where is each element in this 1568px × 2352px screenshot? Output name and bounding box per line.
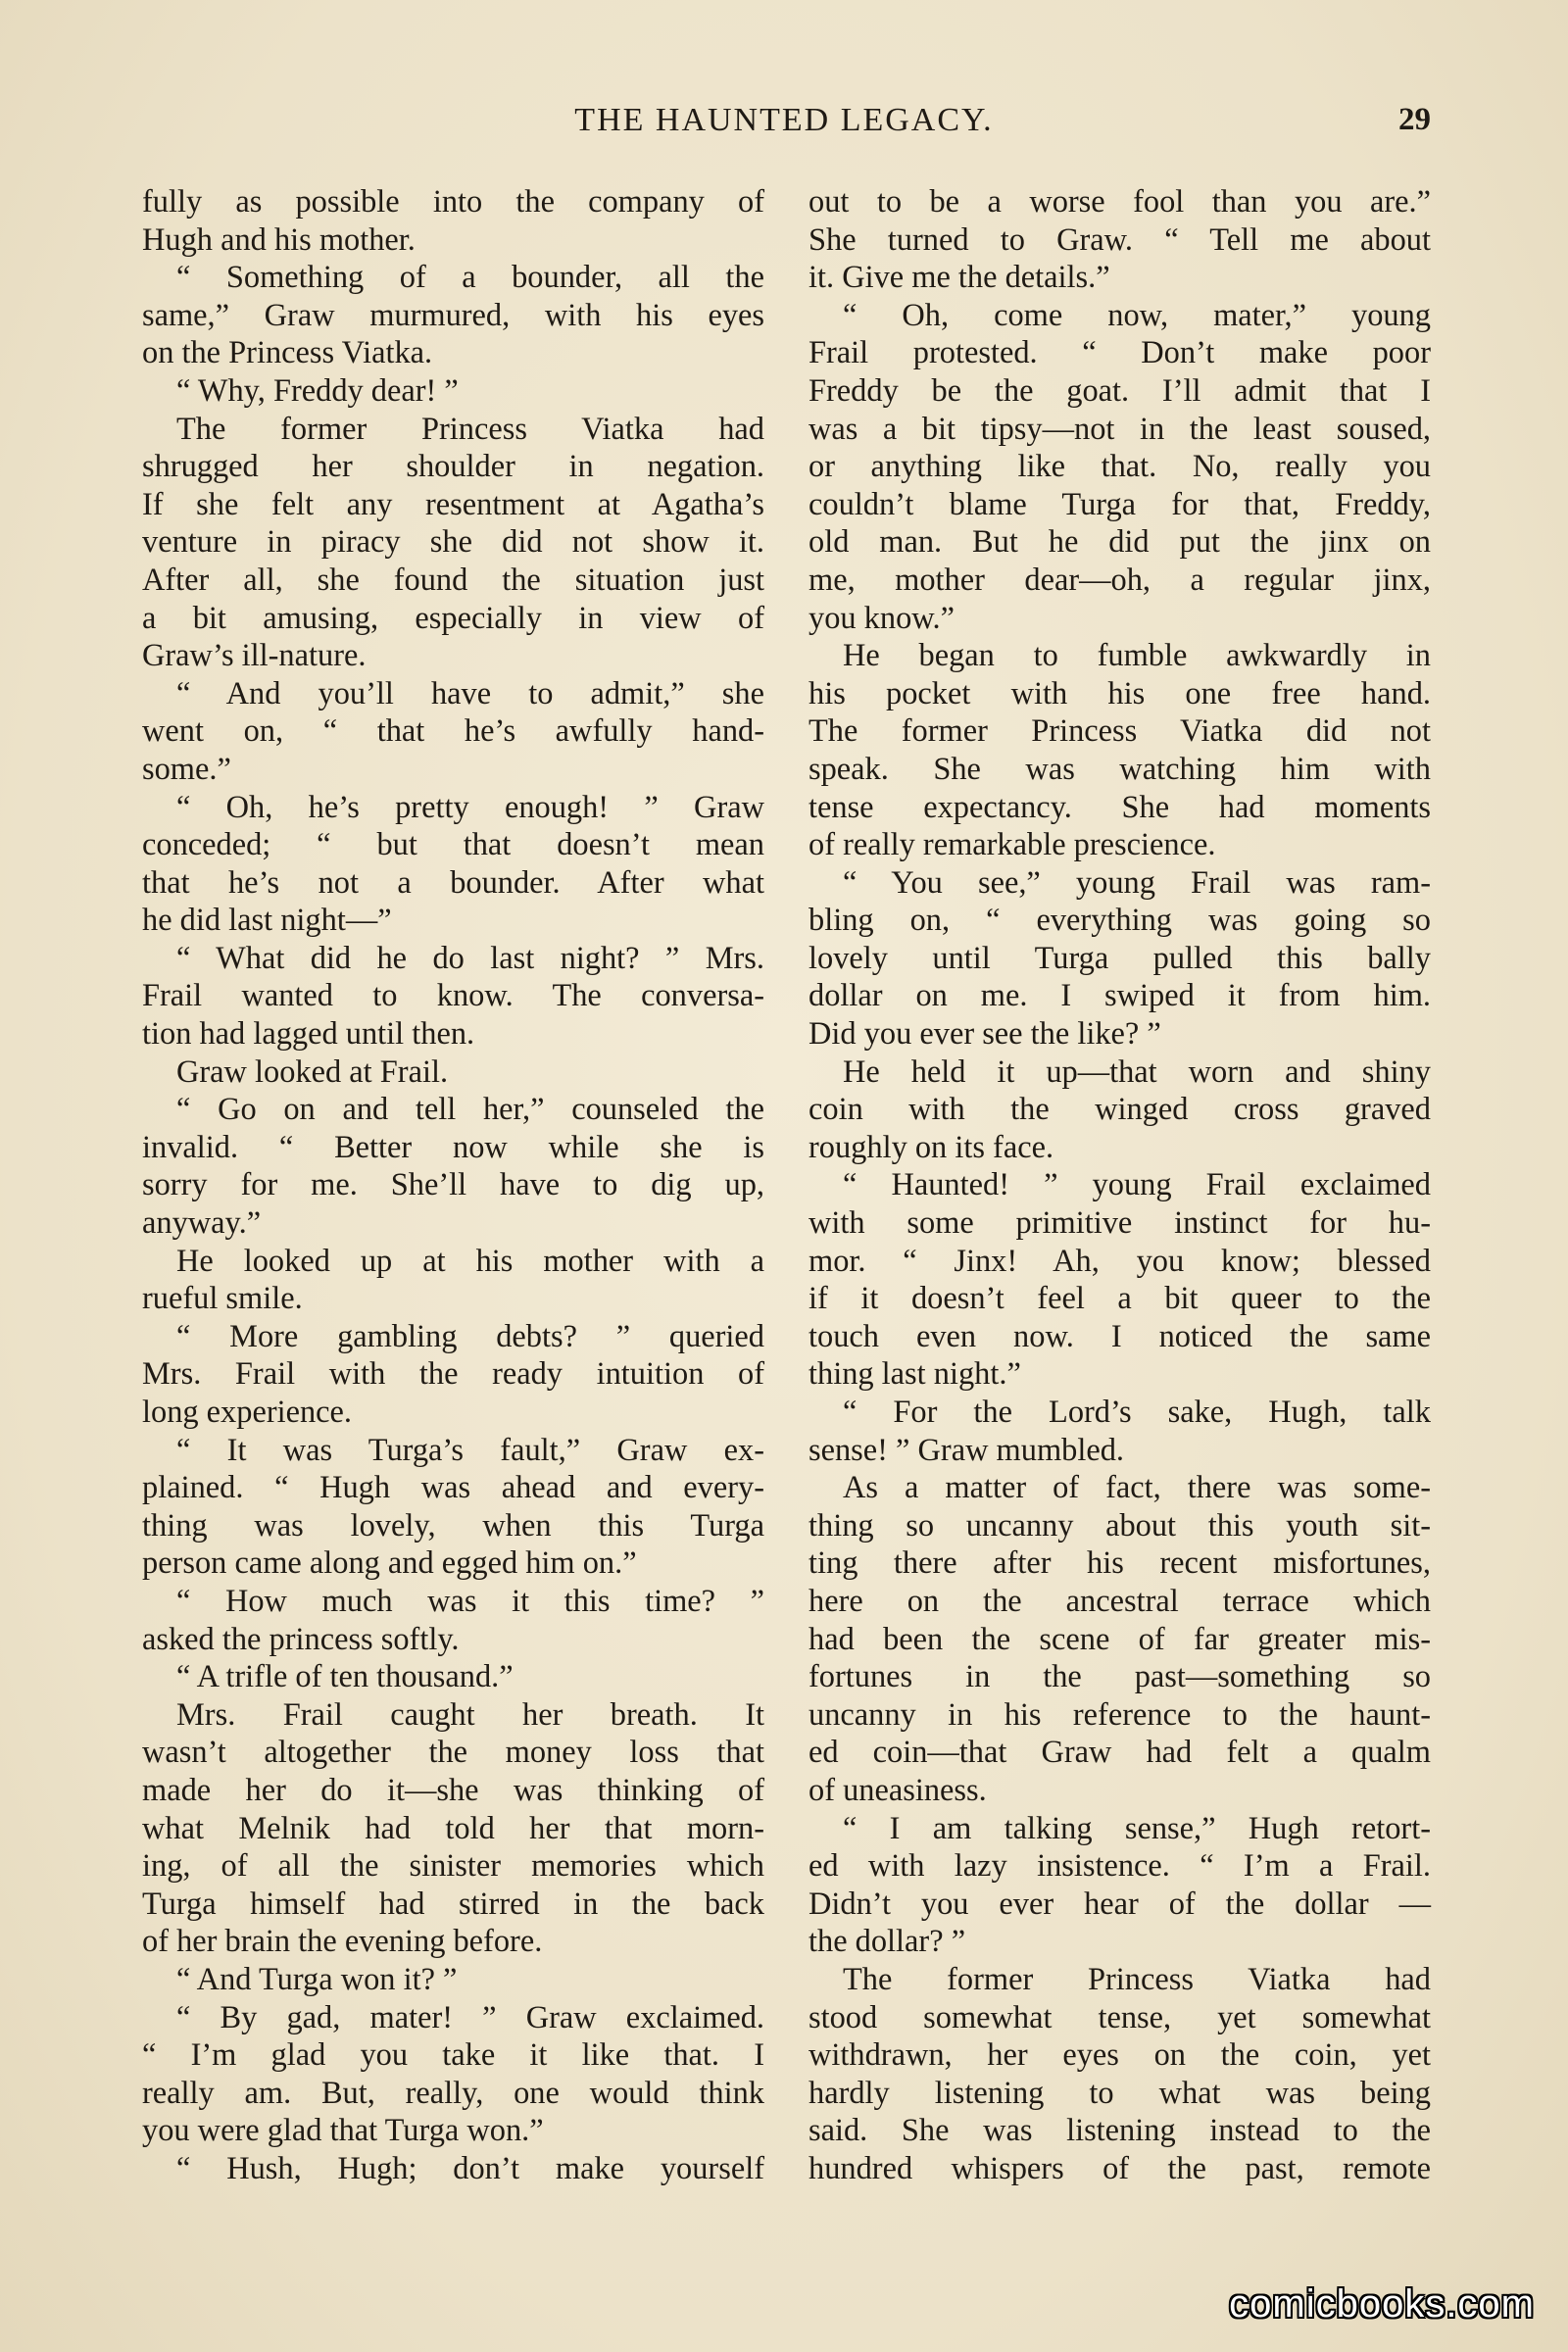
text-line: Frail wanted to know. The conversa- [142, 978, 764, 1014]
text-line: venture in piracy she did not show it. [142, 524, 764, 561]
text-line: rueful smile. [142, 1281, 303, 1317]
text-line: “ By gad, mater! ” Graw exclaimed. [176, 1999, 764, 2035]
text-line: “ It was Turga’s fault,” Graw ex- [176, 1432, 764, 1468]
text-line: mor. “ Jinx! Ah, you know; blessed [808, 1243, 1431, 1279]
text-line: long experience. [142, 1395, 353, 1430]
text-line: fully as possible into the company of [142, 184, 764, 220]
text-line: that he’s not a bounder. After what [142, 864, 764, 901]
text-line: anyway.” [142, 1205, 262, 1242]
text-line: hardly listening to what was being [808, 2075, 1431, 2111]
text-line: of her brain the evening before. [142, 1924, 543, 1960]
text-line: ing, of all the sinister memories which [142, 1848, 764, 1885]
page-number: 29 [1398, 102, 1431, 137]
left-text-column [142, 183, 764, 2187]
text-line: speak. She was watching him with [808, 751, 1431, 787]
text-line: he did last night—” [142, 903, 392, 939]
text-line: Did you ever see the like? ” [808, 1016, 1161, 1053]
text-line: with some primitive instinct for hu- [808, 1205, 1431, 1242]
watermark-logo: comicbooks.com [1229, 2282, 1535, 2326]
text-line: Graw’s ill-nature. [142, 638, 367, 674]
text-line: plained. “ Hugh was ahead and every- [142, 1470, 764, 1506]
text-line: “ I am talking sense,” Hugh retort- [843, 1810, 1431, 1846]
text-line: fortunes in the past—something so [808, 1659, 1431, 1695]
text-line: The former Princess Viatka had [843, 1961, 1431, 1997]
text-line: He held it up—that worn and shiny [843, 1054, 1431, 1090]
text-line: same,” Graw murmured, with his eyes [142, 297, 764, 333]
text-line: “ Haunted! ” young Frail exclaimed [843, 1167, 1431, 1203]
text-line: Mrs. Frail with the ready intuition of [142, 1356, 764, 1393]
text-line: “ Go on and tell her,” counseled the [176, 1092, 764, 1128]
text-line: had been the scene of far greater mis- [808, 1621, 1431, 1657]
text-line: After all, she found the situation just [142, 562, 764, 598]
text-line: shrugged her shoulder in negation. [142, 449, 764, 485]
text-line: “ For the Lord’s sake, Hugh, talk [843, 1395, 1431, 1430]
text-line: ed with lazy insistence. “ I’m a Frail. [808, 1848, 1431, 1885]
right-text-column [808, 183, 1431, 2187]
text-line: uncanny in his reference to the haunt- [808, 1696, 1431, 1733]
text-line: it. Give me the details.” [808, 260, 1110, 296]
text-line: sorry for me. She’ll have to dig up, [142, 1167, 764, 1203]
text-line: on the Princess Viatka. [142, 335, 433, 371]
text-line: dollar on me. I swiped it from him. [808, 978, 1431, 1014]
text-line: The former Princess Viatka had [176, 411, 764, 447]
text-line: a bit amusing, especially in view of [142, 600, 764, 636]
running-title: THE HAUNTED LEGACY. [574, 102, 994, 138]
text-line: old man. But he did put the jinx on [808, 524, 1431, 561]
text-line: “ A trifle of ten thousand.” [176, 1659, 514, 1695]
text-line: Didn’t you ever hear of the dollar — [808, 1886, 1431, 1922]
text-line: what Melnik had told her that morn- [142, 1810, 764, 1846]
text-line: said. She was listening instead to the [808, 2113, 1431, 2149]
text-line: me, mother dear—oh, a regular jinx, [808, 562, 1431, 598]
text-line: “ More gambling debts? ” queried [176, 1318, 764, 1354]
text-line: conceded; “ but that doesn’t mean [142, 827, 764, 863]
text-line: person came along and egged him on.” [142, 1545, 637, 1582]
text-line: wasn’t altogether the money loss that [142, 1735, 764, 1771]
text-line: couldn’t blame Turga for that, Freddy, [808, 486, 1431, 522]
page-header [0, 102, 1568, 151]
text-line: withdrawn, her eyes on the coin, yet [808, 2037, 1431, 2074]
text-line: tense expectancy. She had moments [808, 789, 1431, 825]
text-line: As a matter of fact, there was some- [843, 1470, 1431, 1506]
text-line: He looked up at his mother with a [176, 1243, 764, 1279]
text-line: out to be a worse fool than you are.” [808, 184, 1431, 220]
text-line: Turga himself had stirred in the back [142, 1886, 764, 1922]
text-line: coin with the winged cross graved [808, 1092, 1431, 1128]
text-line: ting there after his recent misfortunes, [808, 1545, 1431, 1582]
text-line: “ And you’ll have to admit,” she [176, 675, 764, 711]
text-line: some.” [142, 751, 231, 787]
text-line: bling on, “ everything was going so [808, 903, 1431, 939]
text-line: stood somewhat tense, yet somewhat [808, 1999, 1431, 2035]
text-line: went on, “ that he’s awfully hand- [142, 713, 764, 750]
text-line: Freddy be the goat. I’ll admit that I [808, 372, 1431, 409]
text-line: He began to fumble awkwardly in [843, 638, 1431, 674]
text-line: “ Something of a bounder, all the [176, 260, 764, 296]
text-line: or anything like that. No, really you [808, 449, 1431, 485]
text-line: touch even now. I noticed the same [808, 1318, 1431, 1354]
text-line: Graw looked at Frail. [176, 1054, 449, 1090]
text-line: The former Princess Viatka did not [808, 713, 1431, 750]
text-line: She turned to Graw. “ Tell me about [808, 221, 1431, 258]
text-line: hundred whispers of the past, remote [808, 2150, 1431, 2186]
text-line: Mrs. Frail caught her breath. It [176, 1696, 764, 1733]
text-line: the dollar? ” [808, 1924, 966, 1960]
text-line: “ Why, Freddy dear! ” [176, 372, 459, 409]
text-line: lovely until Turga pulled this bally [808, 940, 1431, 976]
text-line: “ You see,” young Frail was ram- [843, 864, 1431, 901]
text-line: really am. But, really, one would think [142, 2075, 764, 2111]
text-line: If she felt any resentment at Agatha’s [142, 486, 764, 522]
text-line: Frail protested. “ Don’t make poor [808, 335, 1431, 371]
text-line: his pocket with his one free hand. [808, 675, 1431, 711]
text-line: “ What did he do last night? ” Mrs. [176, 940, 764, 976]
text-line: “ Oh, come now, mater,” young [843, 297, 1431, 333]
text-line: of uneasiness. [808, 1772, 987, 1808]
text-line: was a bit tipsy—not in the least soused, [808, 411, 1431, 447]
text-line: “ I’m glad you take it like that. I [142, 2037, 764, 2074]
text-line: you know.” [808, 600, 956, 636]
text-line: if it doesn’t feel a bit queer to the [808, 1281, 1431, 1317]
text-line: Hugh and his mother. [142, 221, 416, 258]
text-line: sense! ” Graw mumbled. [808, 1432, 1125, 1468]
text-line: thing so uncanny about this youth sit- [808, 1507, 1431, 1544]
text-line: “ How much was it this time? ” [176, 1583, 764, 1619]
text-line: “ Oh, he’s pretty enough! ” Graw [176, 789, 764, 825]
text-line: here on the ancestral terrace which [808, 1583, 1431, 1619]
text-line: asked the princess softly. [142, 1621, 460, 1657]
text-line: of really remarkable prescience. [808, 827, 1216, 863]
text-line: roughly on its face. [808, 1129, 1054, 1165]
text-line: you were glad that Turga won.” [142, 2113, 544, 2149]
text-line: invalid. “ Better now while she is [142, 1129, 764, 1165]
text-line: thing last night.” [808, 1356, 1021, 1393]
text-line: thing was lovely, when this Turga [142, 1507, 764, 1544]
text-line: ed coin—that Graw had felt a qualm [808, 1735, 1431, 1771]
text-line: tion had lagged until then. [142, 1016, 475, 1053]
text-line: “ Hush, Hugh; don’t make yourself [176, 2150, 764, 2186]
text-line: made her do it—she was thinking of [142, 1772, 764, 1808]
text-line: “ And Turga won it? ” [176, 1961, 458, 1997]
